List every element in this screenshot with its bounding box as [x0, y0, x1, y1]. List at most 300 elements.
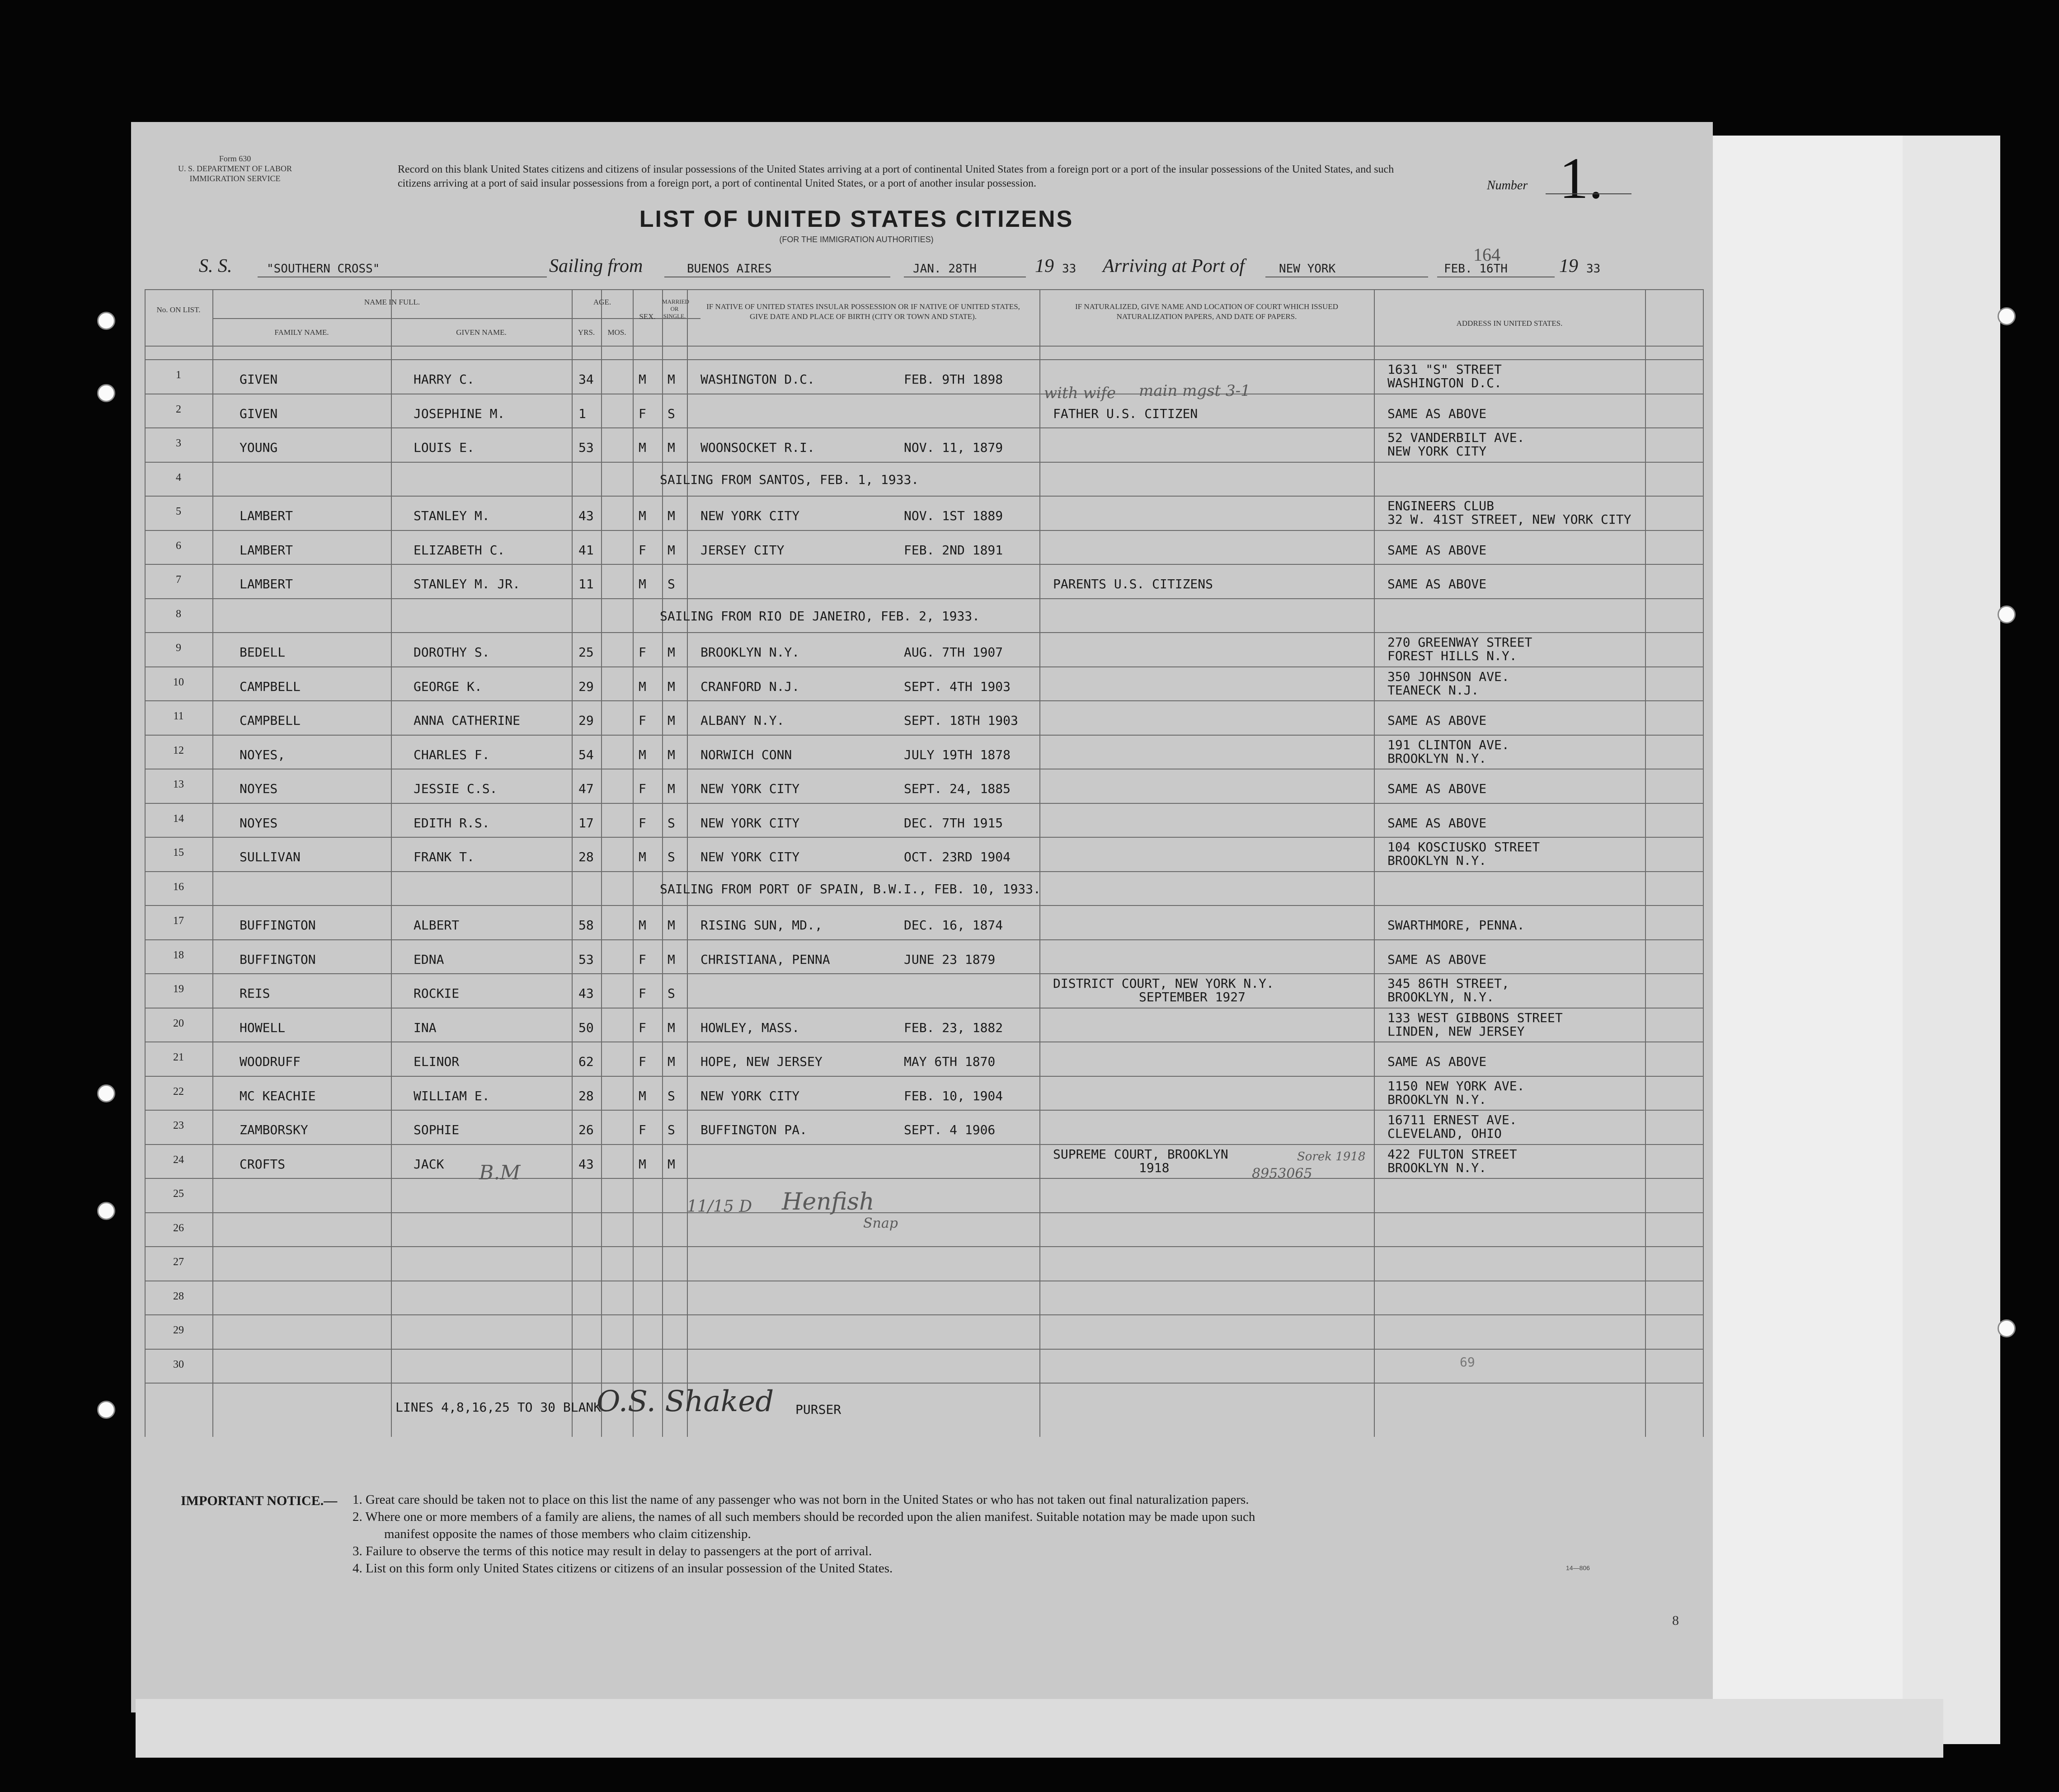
row-rule — [145, 700, 1704, 701]
age-cell: 11 — [578, 577, 594, 591]
date-cell: DEC. 7TH 1915 — [904, 815, 1003, 830]
sex-cell: M — [639, 577, 646, 591]
row-rule — [145, 1178, 1704, 1179]
ms-cell: M — [668, 645, 675, 660]
form-identifier — [140, 154, 330, 183]
date-cell: FEB. 9TH 1898 — [904, 372, 1003, 387]
notice-item: manifest opposite the names of those members who claim citizenship. — [384, 1527, 751, 1541]
row-rule — [145, 973, 1704, 974]
place-cell: WOONSOCKET R.I. — [700, 440, 815, 455]
page-mark: 8 — [1672, 1613, 1679, 1628]
ms-cell: S — [668, 1088, 675, 1103]
place-cell: NEW YORK CITY — [700, 508, 800, 523]
date-cell: JULY 19TH 1878 — [904, 747, 1011, 762]
sex-cell: F — [639, 952, 646, 967]
line-number: 4 — [176, 471, 181, 483]
given-cell: HARRY C. — [414, 372, 475, 387]
addr1-cell: 16711 ERNEST AVE. — [1387, 1112, 1517, 1127]
place-cell: BUFFINGTON PA. — [700, 1122, 808, 1137]
age-cell: 43 — [578, 1156, 594, 1172]
family-cell: LAMBERT — [240, 577, 293, 591]
given-cell: LOUIS E. — [414, 440, 475, 455]
ms-cell: S — [668, 849, 675, 864]
given-cell: EDITH R.S. — [414, 815, 490, 830]
date-cell: JUNE 23 1879 — [904, 952, 996, 967]
punch-hole — [97, 312, 115, 330]
handwritten-note: main mgst 3-1 — [1139, 382, 1250, 400]
number-label: Number — [1487, 178, 1528, 192]
ms-cell: M — [668, 1054, 675, 1069]
sex-cell: F — [639, 645, 646, 660]
age-cell: 53 — [578, 440, 594, 455]
line-number: 9 — [176, 642, 181, 654]
ms-cell: M — [668, 952, 675, 967]
sailing-note: SAILING FROM PORT OF SPAIN, B.W.I., FEB. 10, 1933. — [660, 881, 1041, 896]
punch-hole — [97, 1202, 115, 1220]
line-number: 30 — [173, 1358, 184, 1370]
age-cell: 34 — [578, 372, 594, 387]
page-edge — [1713, 136, 1903, 1712]
row-rule — [145, 1246, 1704, 1247]
row-rule — [145, 1349, 1704, 1350]
ms-cell: M — [668, 1156, 675, 1172]
punch-hole — [97, 384, 115, 402]
punch-hole — [1998, 605, 2016, 624]
form-code: 14—806 — [1566, 1564, 1590, 1572]
nat-cell: FATHER U.S. CITIZEN — [1053, 406, 1198, 421]
addr1-cell: 345 86TH STREET, — [1387, 976, 1509, 991]
ss-label: S. S. — [199, 256, 232, 277]
notice-list — [353, 1491, 1663, 1577]
date-cell: FEB. 10, 1904 — [904, 1088, 1003, 1103]
row-rule — [145, 837, 1704, 838]
family-cell: CAMPBELL — [240, 713, 301, 728]
nat2-cell: SEPTEMBER 1927 — [1139, 990, 1246, 1004]
sex-cell: M — [639, 1156, 646, 1172]
addr1-cell: SAME AS ABOVE — [1387, 577, 1487, 591]
sailing-year-prefix: 19 — [1035, 256, 1054, 277]
sex-cell: M — [639, 849, 646, 864]
age-cell: 47 — [578, 781, 594, 796]
line-number: 25 — [173, 1188, 184, 1200]
given-cell: JESSIE C.S. — [414, 781, 498, 796]
ms-cell: M — [668, 781, 675, 796]
sex-cell: M — [639, 918, 646, 933]
row-rule — [145, 632, 1704, 633]
row-rule — [145, 1076, 1704, 1077]
line-number: 2 — [176, 403, 181, 415]
header-name-in-full: NAME IN FULL. — [364, 298, 420, 306]
arrival-year-prefix: 19 — [1559, 256, 1578, 277]
given-cell: EDNA — [414, 952, 444, 967]
punch-hole — [97, 1084, 115, 1102]
sex-cell: F — [639, 986, 646, 1001]
number-underline — [1546, 193, 1631, 194]
family-cell: BUFFINGTON — [240, 918, 316, 933]
date-cell: DEC. 16, 1874 — [904, 918, 1003, 933]
punch-hole — [1998, 1319, 2016, 1337]
family-cell: NOYES — [240, 781, 278, 796]
row-rule — [145, 1314, 1704, 1315]
family-cell: LAMBERT — [240, 508, 293, 523]
ms-cell: M — [668, 679, 675, 694]
given-cell: ALBERT — [414, 918, 460, 933]
row-rule — [145, 1041, 1704, 1042]
sailing-year: 33 — [1062, 262, 1077, 276]
line-number: 24 — [173, 1154, 184, 1166]
row-rule — [145, 803, 1704, 804]
place-cell: NEW YORK CITY — [700, 781, 800, 796]
family-cell: HOWELL — [240, 1020, 286, 1035]
sex-cell: M — [639, 747, 646, 762]
form-number: Form 630 — [219, 154, 251, 163]
under-sheet-bottom — [136, 1699, 1943, 1758]
line-number: 28 — [173, 1290, 184, 1302]
age-cell: 43 — [578, 986, 594, 1001]
notice-item: 3. Failure to observe the terms of this notice may result in delay to passengers at the port of arrival. — [353, 1544, 872, 1558]
line-number: 18 — [173, 949, 184, 961]
given-cell: INA — [414, 1020, 437, 1035]
handwritten-note: 11/15 D — [687, 1197, 752, 1216]
sailing-port: BUENOS AIRES — [687, 262, 772, 276]
date-cell: MAY 6TH 1870 — [904, 1054, 996, 1069]
header-address: ADDRESS IN UNITED STATES. — [1456, 319, 1563, 328]
addr1-cell: 270 GREENWAY STREET — [1387, 635, 1532, 650]
ms-cell: M — [668, 1020, 675, 1035]
row-rule — [212, 318, 700, 319]
ms-cell: M — [668, 508, 675, 523]
given-cell: GEORGE K. — [414, 679, 482, 694]
addr2-cell: LINDEN, NEW JERSEY — [1387, 1023, 1525, 1039]
purser-signature: O.S. Shaked — [597, 1385, 774, 1418]
line-number: 13 — [173, 779, 184, 790]
addr1-cell: 191 CLINTON AVE. — [1387, 737, 1509, 752]
line-number: 22 — [173, 1085, 184, 1098]
line-number: 20 — [173, 1017, 184, 1029]
family-cell: CAMPBELL — [240, 679, 301, 694]
line-number: 16 — [173, 881, 184, 893]
ms-cell: S — [668, 406, 675, 421]
line-number: 26 — [173, 1222, 184, 1234]
header-mos: MOS. — [607, 328, 626, 337]
place-cell: NEW YORK CITY — [700, 815, 800, 830]
sex-cell: M — [639, 1088, 646, 1103]
given-cell: ELIZABETH C. — [414, 542, 505, 558]
row-rule — [145, 462, 1704, 463]
header-married-single: MARRIED OR SINGLE. — [662, 298, 689, 319]
handwritten-note: Sorek 1918 — [1297, 1150, 1366, 1163]
row-rule — [145, 1383, 1704, 1384]
ms-cell: M — [668, 747, 675, 762]
date-cell: OCT. 23RD 1904 — [904, 849, 1011, 864]
header-native: IF NATIVE OF UNITED STATES INSULAR POSSESSION OR IF NATIVE OF UNITED STATES, GIVE DATE AND PLACE OF BIRTH (CITY OR TOWN AND STATE). — [706, 302, 1020, 321]
header-given-name: GIVEN NAME. — [456, 328, 507, 337]
header-yrs: YRS. — [578, 328, 595, 337]
addr1-cell: 133 WEST GIBBONS STREET — [1387, 1010, 1563, 1025]
service-name: IMMIGRATION SERVICE — [189, 174, 281, 183]
place-cell: JERSEY CITY — [700, 542, 785, 558]
row-rule — [145, 905, 1704, 906]
margin-mark: 69 — [1460, 1355, 1475, 1370]
page-title: LIST OF UNITED STATES CITIZENS — [639, 206, 1074, 232]
age-cell: 1 — [578, 406, 586, 421]
sex-cell: F — [639, 781, 646, 796]
ms-cell: M — [668, 713, 675, 728]
age-cell: 58 — [578, 918, 594, 933]
date-cell: AUG. 7TH 1907 — [904, 645, 1003, 660]
sex-cell: F — [639, 1054, 646, 1069]
ms-cell: S — [668, 986, 675, 1001]
addr2-cell: NEW YORK CITY — [1387, 444, 1487, 459]
age-cell: 50 — [578, 1020, 594, 1035]
ms-cell: M — [668, 440, 675, 455]
nat-cell: DISTRICT COURT, NEW YORK N.Y. — [1053, 976, 1274, 991]
place-cell: HOWLEY, MASS. — [700, 1020, 800, 1035]
sex-cell: M — [639, 679, 646, 694]
given-cell: ANNA CATHERINE — [414, 713, 521, 728]
arrival-date: FEB. 16TH — [1444, 262, 1508, 276]
row-rule — [145, 496, 1704, 497]
given-cell: JACK — [414, 1156, 444, 1172]
given-cell: CHARLES F. — [414, 747, 490, 762]
given-cell: WILLIAM E. — [414, 1088, 490, 1103]
given-cell: SOPHIE — [414, 1122, 460, 1137]
family-cell: YOUNG — [240, 440, 278, 455]
addr1-cell: SAME AS ABOVE — [1387, 1054, 1487, 1069]
sailing-date: JAN. 28TH — [913, 262, 977, 276]
addr1-cell: 1150 NEW YORK AVE. — [1387, 1078, 1525, 1093]
place-cell: NEW YORK CITY — [700, 1088, 800, 1103]
age-cell: 62 — [578, 1054, 594, 1069]
addr1-cell: 1631 "S" STREET — [1387, 362, 1502, 377]
family-cell: SULLIVAN — [240, 849, 301, 864]
line-number: 17 — [173, 915, 184, 927]
notice-item: 1. Great care should be taken not to place on this list the name of any passenger who was not born in the United States or who has not taken out final naturalization papers. — [353, 1492, 1249, 1507]
family-cell: NOYES, — [240, 747, 286, 762]
date-cell: NOV. 1ST 1889 — [904, 508, 1003, 523]
header-no-on-list: No. ON LIST. — [156, 305, 201, 314]
header-sex: SEX. — [639, 312, 656, 321]
line-number: 10 — [173, 676, 184, 688]
sex-cell: F — [639, 1122, 646, 1137]
date-cell: FEB. 23, 1882 — [904, 1020, 1003, 1035]
date-cell: SEPT. 18TH 1903 — [904, 713, 1018, 728]
addr1-cell: 52 VANDERBILT AVE. — [1387, 430, 1525, 445]
sex-cell: F — [639, 1020, 646, 1035]
row-rule — [145, 1212, 1704, 1213]
line-number: 8 — [176, 608, 181, 620]
addr1-cell: SAME AS ABOVE — [1387, 713, 1487, 728]
ship-name: "SOUTHERN CROSS" — [267, 262, 380, 276]
place-cell: RISING SUN, MD., — [700, 918, 823, 933]
line-number: 7 — [176, 574, 181, 586]
addr1-cell: SAME AS ABOVE — [1387, 952, 1487, 967]
age-cell: 28 — [578, 1088, 594, 1103]
date-cell: FEB. 2ND 1891 — [904, 542, 1003, 558]
row-rule — [145, 1008, 1704, 1009]
line-number: 3 — [176, 437, 181, 449]
date-cell: SEPT. 4TH 1903 — [904, 679, 1011, 694]
line-number: 21 — [173, 1051, 184, 1063]
row-rule — [145, 1144, 1704, 1145]
line-number: 19 — [173, 983, 184, 995]
age-cell: 43 — [578, 508, 594, 523]
blank-lines-note: LINES 4,8,16,25 TO 30 BLANK — [395, 1400, 602, 1415]
line-number: 15 — [173, 847, 184, 858]
family-cell: REIS — [240, 986, 270, 1001]
ms-cell: S — [668, 1122, 675, 1137]
addr1-cell: SAME AS ABOVE — [1387, 406, 1487, 421]
addr2-cell: BROOKLYN N.Y. — [1387, 1092, 1487, 1107]
place-cell: ALBANY N.Y. — [700, 713, 785, 728]
place-cell: WASHINGTON D.C. — [700, 372, 815, 387]
sex-cell: F — [639, 542, 646, 558]
stamp-number: 164 — [1473, 244, 1500, 265]
arrival-year: 33 — [1586, 262, 1601, 276]
addr1-cell: SAME AS ABOVE — [1387, 815, 1487, 830]
age-cell: 29 — [578, 679, 594, 694]
family-cell: ZAMBORSKY — [240, 1122, 308, 1137]
form-preamble: Record on this blank United States citizens and citizens of insular possessions of the United States arriving at a port of continental United States from a foreign port or a port of the insular possessions of the United States, and such citizens arriving at a port of said insular possessions from a foreign port, a port of continental United States, or a port of another insular possession. — [398, 164, 1394, 189]
sex-cell: M — [639, 372, 646, 387]
nat-cell: PARENTS U.S. CITIZENS — [1053, 577, 1213, 591]
addr2-cell: BROOKLYN, N.Y. — [1387, 990, 1495, 1004]
addr1-cell: SWARTHMORE, PENNA. — [1387, 918, 1525, 933]
given-cell: STANLEY M. — [414, 508, 490, 523]
row-rule — [145, 427, 1704, 428]
notice-title: IMPORTANT NOTICE.— — [181, 1493, 338, 1508]
row-rule — [145, 530, 1704, 531]
ms-cell: M — [668, 372, 675, 387]
addr2-cell: WASHINGTON D.C. — [1387, 375, 1502, 390]
line-number: 6 — [176, 539, 181, 552]
sex-cell: F — [639, 815, 646, 830]
given-cell: FRANK T. — [414, 849, 475, 864]
ms-cell: S — [668, 577, 675, 591]
addr1-cell: ENGINEERS CLUB — [1387, 498, 1495, 513]
header-age: AGE. — [593, 298, 611, 306]
given-cell: ROCKIE — [414, 986, 460, 1001]
row-rule — [145, 289, 1704, 290]
notice-item: 2. Where one or more members of a family are aliens, the names of all such members should be recorded upon the alien manifest. Suitable notation may be made upon such — [353, 1510, 1255, 1524]
handwritten-note: Snap — [863, 1215, 898, 1231]
sex-cell: F — [639, 713, 646, 728]
addr1-cell: 422 FULTON STREET — [1387, 1146, 1517, 1162]
addr2-cell: 32 W. 41ST STREET, NEW YORK CITY — [1387, 512, 1631, 527]
row-rule — [145, 939, 1704, 940]
sex-cell: F — [639, 406, 646, 421]
age-cell: 41 — [578, 542, 594, 558]
place-cell: CRANFORD N.J. — [700, 679, 800, 694]
line-number: 1 — [176, 369, 181, 381]
family-cell: BEDELL — [240, 645, 286, 660]
nat2-cell: 1918 — [1139, 1160, 1170, 1175]
age-cell: 17 — [578, 815, 594, 830]
ms-cell: M — [668, 918, 675, 933]
punch-hole — [97, 1401, 115, 1419]
line-number: 27 — [173, 1256, 184, 1268]
ms-cell: S — [668, 815, 675, 830]
page-subtitle: (FOR THE IMMIGRATION AUTHORITIES) — [779, 235, 934, 244]
row-rule — [145, 564, 1704, 565]
sailing-note: SAILING FROM SANTOS, FEB. 1, 1933. — [660, 472, 919, 487]
place-cell: NEW YORK CITY — [700, 849, 800, 864]
given-cell: DOROTHY S. — [414, 645, 490, 660]
addr2-cell: CLEVELAND, OHIO — [1387, 1126, 1502, 1141]
arrival-port: NEW YORK — [1279, 262, 1336, 276]
row-rule — [145, 735, 1704, 736]
handwritten-note: 8953065 — [1252, 1166, 1312, 1182]
date-cell: SEPT. 24, 1885 — [904, 781, 1011, 796]
row-rule — [145, 359, 1704, 360]
sex-cell: M — [639, 508, 646, 523]
header-naturalized: IF NATURALIZED, GIVE NAME AND LOCATION OF COURT WHICH ISSUED NATURALIZATION PAPERS, AND DATE OF PAPERS. — [1075, 302, 1338, 321]
family-cell: BUFFINGTON — [240, 952, 316, 967]
addr2-cell: BROOKLYN N.Y. — [1387, 853, 1487, 868]
age-cell: 54 — [578, 747, 594, 762]
handwritten-initials: B.M — [479, 1161, 521, 1184]
age-cell: 26 — [578, 1122, 594, 1137]
addr1-cell: 350 JOHNSON AVE. — [1387, 669, 1509, 684]
line-number: 5 — [176, 506, 181, 517]
age-cell: 25 — [578, 645, 594, 660]
age-cell: 53 — [578, 952, 594, 967]
place-cell: CHRISTIANA, PENNA — [700, 952, 830, 967]
addr1-cell: SAME AS ABOVE — [1387, 781, 1487, 796]
family-cell: GIVEN — [240, 372, 278, 387]
ms-cell: M — [668, 542, 675, 558]
age-cell: 29 — [578, 713, 594, 728]
given-cell: JOSEPHINE M. — [414, 406, 505, 421]
manifest-table — [145, 289, 1704, 1437]
row-rule — [145, 1110, 1704, 1111]
punch-hole — [1998, 307, 2016, 325]
given-cell: STANLEY M. JR. — [414, 577, 521, 591]
addr1-cell: SAME AS ABOVE — [1387, 542, 1487, 558]
addr2-cell: TEANECK N.J. — [1387, 682, 1479, 698]
nat-cell: SUPREME COURT, BROOKLYN — [1053, 1146, 1228, 1162]
row-rule — [145, 871, 1704, 872]
row-rule — [145, 346, 1704, 347]
family-cell: LAMBERT — [240, 542, 293, 558]
place-cell: NORWICH CONN — [700, 747, 792, 762]
arriving-label: Arriving at Port of — [1103, 256, 1245, 277]
family-cell: GIVEN — [240, 406, 278, 421]
notice-item: 4. List on this form only United States citizens or citizens of an insular possession of the United States. — [353, 1561, 893, 1576]
handwritten-note: Henfish — [782, 1188, 874, 1215]
given-cell: ELINOR — [414, 1054, 460, 1069]
sailing-note: SAILING FROM RIO DE JANEIRO, FEB. 2, 1933. — [660, 608, 980, 624]
purser-label: PURSER — [795, 1402, 841, 1417]
family-cell: NOYES — [240, 815, 278, 830]
addr2-cell: FOREST HILLS N.Y. — [1387, 648, 1517, 663]
addr2-cell: BROOKLYN N.Y. — [1387, 1160, 1487, 1175]
handwritten-note: with wife — [1044, 384, 1116, 402]
addr2-cell: BROOKLYN N.Y. — [1387, 751, 1487, 766]
department-name: U. S. DEPARTMENT OF LABOR — [178, 164, 292, 173]
header-family-name: FAMILY NAME. — [274, 328, 329, 337]
place-cell: BROOKLYN N.Y. — [700, 645, 800, 660]
family-cell: MC KEACHIE — [240, 1088, 316, 1103]
age-cell: 28 — [578, 849, 594, 864]
date-cell: NOV. 11, 1879 — [904, 440, 1003, 455]
list-number: 1. — [1559, 146, 1603, 211]
row-rule — [145, 598, 1704, 599]
line-number: 29 — [173, 1324, 184, 1336]
sailing-label: Sailing from — [549, 256, 643, 277]
line-number: 14 — [173, 812, 184, 825]
row-rule — [145, 666, 1704, 667]
